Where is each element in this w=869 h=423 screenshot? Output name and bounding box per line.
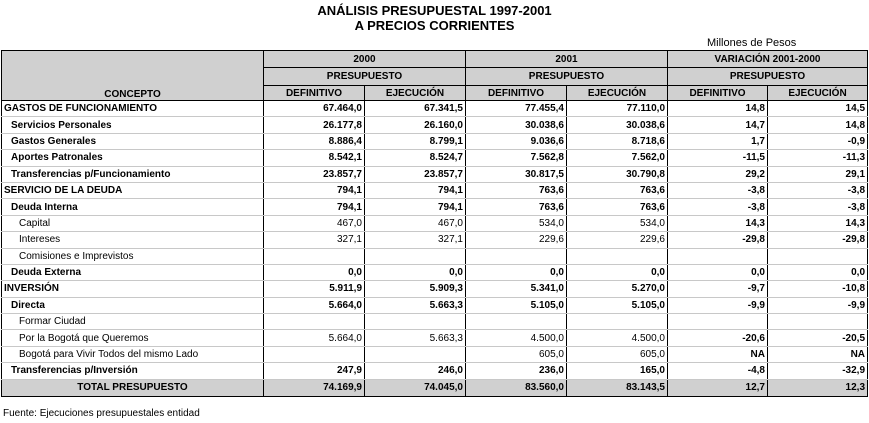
report-title: ANÁLISIS PRESUPUESTAL 1997-2001 bbox=[317, 3, 552, 18]
report-subtitle: A PRECIOS CORRIENTES bbox=[354, 18, 515, 33]
table-row bbox=[2, 166, 868, 182]
total-row bbox=[2, 379, 868, 396]
cell-eje2000: 8.524,7 bbox=[365, 150, 466, 166]
row-concepto: Directa bbox=[2, 297, 264, 313]
total-label: TOTAL PRESUPUESTO bbox=[2, 379, 264, 396]
row-concepto: SERVICIO DE LA DEUDA bbox=[2, 182, 264, 198]
cell-eje2000: 5.663,3 bbox=[365, 330, 466, 346]
cell-def2000: 0,0 bbox=[264, 264, 365, 280]
cell-eje2001: 605,0 bbox=[567, 346, 668, 362]
table-row bbox=[2, 264, 868, 280]
cell-vdef bbox=[668, 314, 768, 330]
header-year-2001: 2001 bbox=[466, 51, 668, 68]
cell-veje: -29,8 bbox=[768, 232, 868, 248]
cell-eje2001: 0,0 bbox=[567, 264, 668, 280]
cell-def2000: 23.857,7 bbox=[264, 166, 365, 182]
cell-vdef: -3,8 bbox=[668, 182, 768, 198]
units-label: Millones de Pesos bbox=[707, 37, 797, 49]
cell-vdef: 14,7 bbox=[668, 117, 768, 133]
cell-eje2000: 794,1 bbox=[365, 182, 466, 198]
cell-eje2001: 4.500,0 bbox=[567, 330, 668, 346]
table-row bbox=[2, 150, 868, 166]
row-concepto: Intereses bbox=[2, 232, 264, 248]
cell-vdef: 29,2 bbox=[668, 166, 768, 182]
header-ejecucion-2000: EJECUCIÓN bbox=[365, 86, 466, 101]
cell-def2000 bbox=[264, 248, 365, 264]
header-definitivo-2001: DEFINITIVO bbox=[466, 86, 567, 101]
cell-vdef: -29,8 bbox=[668, 232, 768, 248]
cell-def2001: 0,0 bbox=[466, 264, 567, 280]
cell-eje2001: 763,6 bbox=[567, 199, 668, 215]
header-presupuesto-variacion: PRESUPUESTO bbox=[668, 68, 868, 86]
cell-def2000: 247,9 bbox=[264, 363, 365, 379]
cell-eje2000: 23.857,7 bbox=[365, 166, 466, 182]
cell-eje2001: 229,6 bbox=[567, 232, 668, 248]
table-row bbox=[2, 232, 868, 248]
row-concepto: Gastos Generales bbox=[2, 133, 264, 149]
header-ejecucion-variacion: EJECUCIÓN bbox=[768, 86, 868, 101]
table-row bbox=[2, 346, 868, 362]
cell-def2001: 229,6 bbox=[466, 232, 567, 248]
cell-def2001: 77.455,4 bbox=[466, 101, 567, 117]
table-row bbox=[2, 182, 868, 198]
row-concepto: Deuda Externa bbox=[2, 264, 264, 280]
cell-veje bbox=[768, 314, 868, 330]
cell-def2000 bbox=[264, 346, 365, 362]
header-definitivo-2000: DEFINITIVO bbox=[264, 86, 365, 101]
cell-vdef: -9,7 bbox=[668, 281, 768, 297]
row-concepto: Transferencias p/Funcionamiento bbox=[2, 166, 264, 182]
cell-veje: -3,8 bbox=[768, 199, 868, 215]
cell-veje: 29,1 bbox=[768, 166, 868, 182]
cell-veje: 0,0 bbox=[768, 264, 868, 280]
table-row bbox=[2, 117, 868, 133]
row-concepto: Aportes Patronales bbox=[2, 150, 264, 166]
cell-eje2001 bbox=[567, 248, 668, 264]
source-note: Fuente: Ejecuciones presupuestales entidad bbox=[3, 408, 200, 419]
header-variacion: VARIACIÓN 2001-2000 bbox=[668, 51, 868, 68]
row-concepto: GASTOS DE FUNCIONAMIENTO bbox=[2, 101, 264, 117]
cell-def2001 bbox=[466, 314, 567, 330]
cell-def2001: 30.817,5 bbox=[466, 166, 567, 182]
table-body bbox=[2, 101, 868, 380]
cell-eje2000: 67.341,5 bbox=[365, 101, 466, 117]
cell-veje: -32,9 bbox=[768, 363, 868, 379]
cell-vdef: 1,7 bbox=[668, 133, 768, 149]
cell-def2001: 5.341,0 bbox=[466, 281, 567, 297]
row-concepto: INVERSIÓN bbox=[2, 281, 264, 297]
cell-def2001: 4.500,0 bbox=[466, 330, 567, 346]
cell-eje2001: 5.270,0 bbox=[567, 281, 668, 297]
cell-eje2000: 5.663,3 bbox=[365, 297, 466, 313]
cell-vdef: NA bbox=[668, 346, 768, 362]
row-concepto: Comisiones e Imprevistos bbox=[2, 248, 264, 264]
budget-table bbox=[1, 50, 868, 397]
total-vdef: 12,7 bbox=[668, 379, 768, 396]
cell-veje: 14,8 bbox=[768, 117, 868, 133]
cell-def2001: 236,0 bbox=[466, 363, 567, 379]
row-concepto: Capital bbox=[2, 215, 264, 231]
cell-vdef: -4,8 bbox=[668, 363, 768, 379]
table-row bbox=[2, 297, 868, 313]
table-row bbox=[2, 199, 868, 215]
cell-def2000: 5.664,0 bbox=[264, 297, 365, 313]
cell-eje2001: 165,0 bbox=[567, 363, 668, 379]
cell-eje2001: 534,0 bbox=[567, 215, 668, 231]
cell-def2001: 605,0 bbox=[466, 346, 567, 362]
cell-eje2001 bbox=[567, 314, 668, 330]
cell-def2000: 5.911,9 bbox=[264, 281, 365, 297]
cell-eje2000: 246,0 bbox=[365, 363, 466, 379]
table-row bbox=[2, 248, 868, 264]
header-presupuesto-2000: PRESUPUESTO bbox=[264, 68, 466, 86]
total-eje2001: 83.143,5 bbox=[567, 379, 668, 396]
cell-def2000: 467,0 bbox=[264, 215, 365, 231]
cell-vdef bbox=[668, 248, 768, 264]
cell-eje2000: 467,0 bbox=[365, 215, 466, 231]
cell-def2000: 26.177,8 bbox=[264, 117, 365, 133]
cell-def2000: 794,1 bbox=[264, 199, 365, 215]
cell-veje: -20,5 bbox=[768, 330, 868, 346]
cell-eje2000: 327,1 bbox=[365, 232, 466, 248]
header-ejecucion-2001: EJECUCIÓN bbox=[567, 86, 668, 101]
cell-vdef: -20,6 bbox=[668, 330, 768, 346]
row-concepto: Deuda Interna bbox=[2, 199, 264, 215]
cell-eje2000 bbox=[365, 346, 466, 362]
cell-eje2001: 30.790,8 bbox=[567, 166, 668, 182]
cell-veje bbox=[768, 248, 868, 264]
cell-def2001: 9.036,6 bbox=[466, 133, 567, 149]
cell-def2000 bbox=[264, 314, 365, 330]
cell-veje: -11,3 bbox=[768, 150, 868, 166]
table-row bbox=[2, 281, 868, 297]
cell-def2000: 5.664,0 bbox=[264, 330, 365, 346]
cell-def2001: 7.562,8 bbox=[466, 150, 567, 166]
cell-eje2000: 0,0 bbox=[365, 264, 466, 280]
cell-def2000: 8.886,4 bbox=[264, 133, 365, 149]
cell-veje: 14,5 bbox=[768, 101, 868, 117]
cell-eje2000: 794,1 bbox=[365, 199, 466, 215]
header-definitivo-variacion: DEFINITIVO bbox=[668, 86, 768, 101]
cell-def2001: 5.105,0 bbox=[466, 297, 567, 313]
table-row bbox=[2, 101, 868, 117]
cell-eje2001: 7.562,0 bbox=[567, 150, 668, 166]
row-concepto: Transferencias p/Inversión bbox=[2, 363, 264, 379]
cell-def2001: 534,0 bbox=[466, 215, 567, 231]
cell-veje: -9,9 bbox=[768, 297, 868, 313]
total-eje2000: 74.045,0 bbox=[365, 379, 466, 396]
cell-veje: -0,9 bbox=[768, 133, 868, 149]
row-concepto: Bogotá para Vivir Todos del mismo Lado bbox=[2, 346, 264, 362]
cell-def2001: 30.038,6 bbox=[466, 117, 567, 133]
cell-eje2000: 8.799,1 bbox=[365, 133, 466, 149]
header-presupuesto-2001: PRESUPUESTO bbox=[466, 68, 668, 86]
cell-eje2001: 77.110,0 bbox=[567, 101, 668, 117]
row-concepto: Por la Bogotá que Queremos bbox=[2, 330, 264, 346]
cell-vdef: -9,9 bbox=[668, 297, 768, 313]
cell-vdef: 0,0 bbox=[668, 264, 768, 280]
cell-eje2001: 763,6 bbox=[567, 182, 668, 198]
cell-eje2000: 5.909,3 bbox=[365, 281, 466, 297]
table-row bbox=[2, 314, 868, 330]
cell-def2000: 8.542,1 bbox=[264, 150, 365, 166]
cell-veje: -10,8 bbox=[768, 281, 868, 297]
table-header bbox=[2, 51, 868, 101]
table-footer bbox=[2, 379, 868, 396]
cell-def2000: 327,1 bbox=[264, 232, 365, 248]
cell-def2000: 67.464,0 bbox=[264, 101, 365, 117]
cell-eje2001: 8.718,6 bbox=[567, 133, 668, 149]
cell-eje2000 bbox=[365, 314, 466, 330]
total-veje: 12,3 bbox=[768, 379, 868, 396]
cell-vdef: 14,3 bbox=[668, 215, 768, 231]
cell-veje: NA bbox=[768, 346, 868, 362]
cell-eje2000: 26.160,0 bbox=[365, 117, 466, 133]
cell-veje: -3,8 bbox=[768, 182, 868, 198]
table-row bbox=[2, 133, 868, 149]
cell-def2001: 763,6 bbox=[466, 182, 567, 198]
table-row bbox=[2, 330, 868, 346]
cell-eje2001: 5.105,0 bbox=[567, 297, 668, 313]
cell-veje: 14,3 bbox=[768, 215, 868, 231]
row-concepto: Servicios Personales bbox=[2, 117, 264, 133]
cell-eje2000 bbox=[365, 248, 466, 264]
table-row bbox=[2, 363, 868, 379]
header-concepto: CONCEPTO bbox=[2, 51, 264, 101]
cell-vdef: -11,5 bbox=[668, 150, 768, 166]
total-def2000: 74.169,9 bbox=[264, 379, 365, 396]
cell-vdef: 14,8 bbox=[668, 101, 768, 117]
table-row bbox=[2, 215, 868, 231]
header-year-2000: 2000 bbox=[264, 51, 466, 68]
cell-def2000: 794,1 bbox=[264, 182, 365, 198]
cell-def2001 bbox=[466, 248, 567, 264]
total-def2001: 83.560,0 bbox=[466, 379, 567, 396]
row-concepto: Formar Ciudad bbox=[2, 314, 264, 330]
cell-vdef: -3,8 bbox=[668, 199, 768, 215]
cell-eje2001: 30.038,6 bbox=[567, 117, 668, 133]
cell-def2001: 763,6 bbox=[466, 199, 567, 215]
